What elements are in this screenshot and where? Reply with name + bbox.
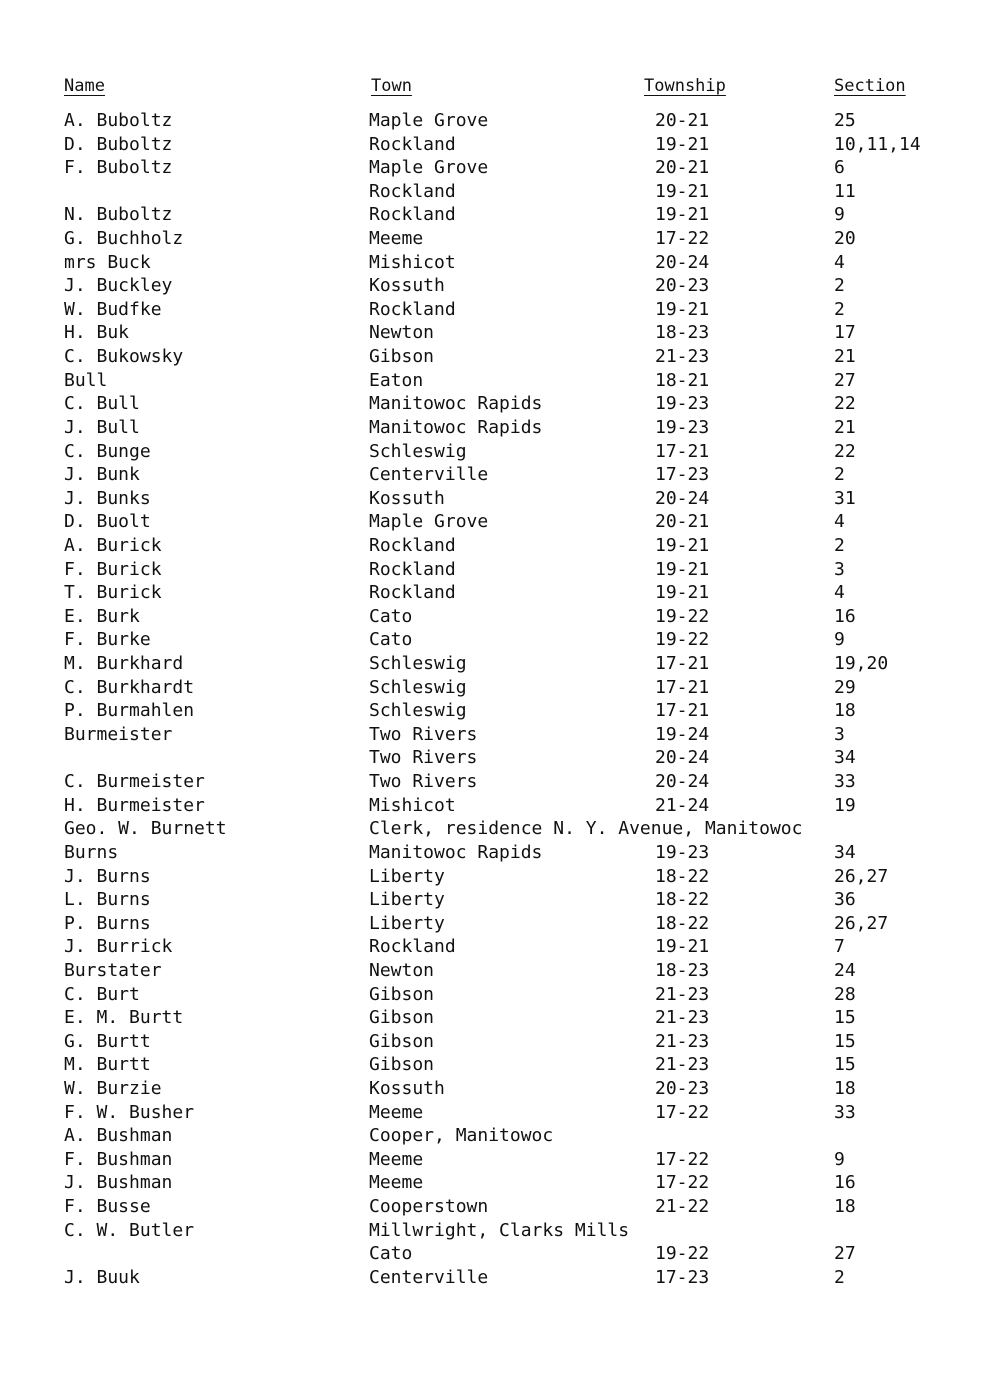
cell-section: 3 xyxy=(834,558,845,580)
table-row xyxy=(0,746,988,770)
cell-name: Burstater xyxy=(64,959,162,981)
cell-town: Kossuth xyxy=(369,487,445,509)
table-row xyxy=(0,1030,988,1054)
cell-section: 28 xyxy=(834,983,856,1005)
cell-town: Manitowoc Rapids xyxy=(369,393,543,415)
table-row xyxy=(0,392,988,416)
cell-township: 17-21 xyxy=(655,440,710,462)
cell-section: 34 xyxy=(834,841,856,863)
cell-township: 19-21 xyxy=(655,133,710,155)
cell-section: 19 xyxy=(834,794,856,816)
table-body xyxy=(0,109,988,1289)
cell-township: 20-21 xyxy=(655,511,710,533)
cell-name: Geo. W. Burnett xyxy=(64,818,227,840)
cell-township: 21-24 xyxy=(655,794,710,816)
header-town: Town xyxy=(371,76,412,96)
cell-section: 26,27 xyxy=(834,865,889,887)
cell-township: 21-22 xyxy=(655,1196,710,1218)
table-row xyxy=(0,935,988,959)
cell-township: 19-22 xyxy=(655,605,710,627)
cell-town: Gibson xyxy=(369,1054,435,1076)
table-row xyxy=(0,274,988,298)
cell-township: 19-21 xyxy=(655,180,710,202)
cell-town: Centerville xyxy=(369,464,489,486)
cell-name: C. Burt xyxy=(64,983,140,1005)
cell-town: Cooper, Manitowoc xyxy=(369,1125,554,1147)
cell-township: 19-22 xyxy=(655,1243,710,1265)
cell-township: 17-23 xyxy=(655,1266,710,1288)
cell-town: Eaton xyxy=(369,369,424,391)
cell-town: Maple Grove xyxy=(369,157,489,179)
cell-section: 29 xyxy=(834,676,856,698)
table-row xyxy=(0,605,988,629)
cell-name: C. Burmeister xyxy=(64,771,205,793)
cell-township: 21-23 xyxy=(655,346,710,368)
cell-section: 4 xyxy=(834,251,845,273)
table-row xyxy=(0,817,988,841)
cell-name: N. Buboltz xyxy=(64,204,173,226)
cell-name: H. Burmeister xyxy=(64,794,205,816)
cell-section: 20 xyxy=(834,228,856,250)
cell-name: F. Buboltz xyxy=(64,157,173,179)
cell-name: J. Buuk xyxy=(64,1266,140,1288)
cell-town: Rockland xyxy=(369,582,456,604)
cell-town: Two Rivers xyxy=(369,723,478,745)
cell-town: Rockland xyxy=(369,133,456,155)
table-row xyxy=(0,699,988,723)
cell-section: 16 xyxy=(834,1172,856,1194)
cell-town: Liberty xyxy=(369,912,445,934)
cell-section: 2 xyxy=(834,298,845,320)
cell-town: Cato xyxy=(369,1243,413,1265)
cell-name: M. Burkhard xyxy=(64,653,184,675)
cell-town: Newton xyxy=(369,959,435,981)
cell-name: F. Bushman xyxy=(64,1148,173,1170)
cell-township: 18-22 xyxy=(655,865,710,887)
cell-town: Two Rivers xyxy=(369,747,478,769)
header-township: Township xyxy=(644,76,726,96)
cell-town: Liberty xyxy=(369,865,445,887)
table-row xyxy=(0,628,988,652)
cell-section: 11 xyxy=(834,180,856,202)
cell-township: 19-21 xyxy=(655,582,710,604)
cell-town: Schleswig xyxy=(369,700,467,722)
cell-name: C. Bukowsky xyxy=(64,346,184,368)
cell-section: 2 xyxy=(834,464,845,486)
table-row xyxy=(0,1219,988,1243)
table-row xyxy=(0,676,988,700)
cell-town: Mishicot xyxy=(369,251,456,273)
table-row xyxy=(0,888,988,912)
cell-name: P. Burns xyxy=(64,912,151,934)
cell-township: 21-23 xyxy=(655,983,710,1005)
cell-section: 34 xyxy=(834,747,856,769)
cell-name: P. Burmahlen xyxy=(64,700,195,722)
cell-name: G. Burtt xyxy=(64,1030,151,1052)
cell-township: 20-24 xyxy=(655,251,710,273)
table-row xyxy=(0,487,988,511)
cell-township: 21-23 xyxy=(655,1030,710,1052)
cell-town: Kossuth xyxy=(369,275,445,297)
table-row xyxy=(0,369,988,393)
table-row xyxy=(0,652,988,676)
cell-township: 19-24 xyxy=(655,723,710,745)
cell-name: J. Bunks xyxy=(64,487,151,509)
cell-township: 18-21 xyxy=(655,369,710,391)
cell-town: Manitowoc Rapids xyxy=(369,416,543,438)
cell-township: 20-23 xyxy=(655,275,710,297)
cell-township: 20-21 xyxy=(655,157,710,179)
cell-name: J. Burrick xyxy=(64,936,173,958)
cell-name: F. W. Busher xyxy=(64,1101,195,1123)
cell-name: J. Bunk xyxy=(64,464,140,486)
cell-name: H. Buk xyxy=(64,322,130,344)
header-section: Section xyxy=(834,76,906,96)
cell-name: W. Burzie xyxy=(64,1077,162,1099)
cell-section: 19,20 xyxy=(834,653,889,675)
cell-name: M. Burtt xyxy=(64,1054,151,1076)
cell-town: Cato xyxy=(369,605,413,627)
cell-town: Mishicot xyxy=(369,794,456,816)
cell-township: 19-21 xyxy=(655,534,710,556)
cell-township: 17-21 xyxy=(655,676,710,698)
cell-name: E. Burk xyxy=(64,605,140,627)
cell-section: 15 xyxy=(834,1054,856,1076)
table-row xyxy=(0,440,988,464)
cell-name: C. Burkhardt xyxy=(64,676,195,698)
cell-township: 17-22 xyxy=(655,228,710,250)
cell-name: A. Buboltz xyxy=(64,110,173,131)
cell-town: Gibson xyxy=(369,983,435,1005)
cell-township: 19-23 xyxy=(655,416,710,438)
table-row xyxy=(0,865,988,889)
cell-township: 17-21 xyxy=(655,700,710,722)
cell-section: 21 xyxy=(834,346,856,368)
table-row xyxy=(0,109,988,133)
cell-town: Liberty xyxy=(369,889,445,911)
cell-town: Rockland xyxy=(369,204,456,226)
cell-section: 2 xyxy=(834,534,845,556)
cell-town: Rockland xyxy=(369,534,456,556)
table-row xyxy=(0,723,988,747)
cell-town: Gibson xyxy=(369,1007,435,1029)
cell-name: T. Burick xyxy=(64,582,162,604)
cell-section: 6 xyxy=(834,157,845,179)
cell-township: 18-23 xyxy=(655,322,710,344)
cell-town: Meeme xyxy=(369,1101,424,1123)
table-row xyxy=(0,203,988,227)
cell-town: Manitowoc Rapids xyxy=(369,841,543,863)
cell-township: 19-23 xyxy=(655,841,710,863)
cell-township: 19-23 xyxy=(655,393,710,415)
cell-name: Bull xyxy=(64,369,108,391)
cell-township: 20-23 xyxy=(655,1077,710,1099)
cell-township: 18-22 xyxy=(655,889,710,911)
cell-town: Two Rivers xyxy=(369,771,478,793)
cell-township: 17-22 xyxy=(655,1172,710,1194)
cell-town: Newton xyxy=(369,322,435,344)
table-row xyxy=(0,558,988,582)
cell-township: 18-23 xyxy=(655,959,710,981)
cell-town: Maple Grove xyxy=(369,511,489,533)
cell-name: L. Burns xyxy=(64,889,151,911)
cell-section: 18 xyxy=(834,700,856,722)
table-header xyxy=(0,76,988,100)
cell-name: J. Bushman xyxy=(64,1172,173,1194)
cell-name: A. Burick xyxy=(64,534,162,556)
table-row xyxy=(0,1266,988,1290)
cell-township: 17-21 xyxy=(655,653,710,675)
table-row xyxy=(0,227,988,251)
cell-name: C. Bull xyxy=(64,393,140,415)
cell-town: Gibson xyxy=(369,346,435,368)
cell-township: 19-21 xyxy=(655,204,710,226)
cell-town: Kossuth xyxy=(369,1077,445,1099)
cell-section: 9 xyxy=(834,204,845,226)
cell-section: 24 xyxy=(834,959,856,981)
table-row xyxy=(0,534,988,558)
cell-township: 19-22 xyxy=(655,629,710,651)
cell-name: W. Budfke xyxy=(64,298,162,320)
cell-section: 2 xyxy=(834,275,845,297)
cell-section: 18 xyxy=(834,1077,856,1099)
cell-town: Maple Grove xyxy=(369,110,489,131)
cell-name: Burns xyxy=(64,841,119,863)
cell-township: 19-21 xyxy=(655,298,710,320)
cell-township: 20-21 xyxy=(655,110,710,131)
cell-name: A. Bushman xyxy=(64,1125,173,1147)
cell-name: C. W. Butler xyxy=(64,1219,195,1241)
cell-section: 27 xyxy=(834,1243,856,1265)
cell-section: 33 xyxy=(834,771,856,793)
table-row xyxy=(0,983,988,1007)
cell-township: 21-23 xyxy=(655,1054,710,1076)
cell-town: Rockland xyxy=(369,936,456,958)
table-row xyxy=(0,510,988,534)
cell-section: 15 xyxy=(834,1030,856,1052)
cell-name: J. Burns xyxy=(64,865,151,887)
cell-section: 4 xyxy=(834,511,845,533)
cell-town: Clerk, residence N. Y. Avenue, Manitowoc xyxy=(369,818,803,840)
table-row xyxy=(0,156,988,180)
table-row xyxy=(0,841,988,865)
table-row xyxy=(0,321,988,345)
cell-township: 20-24 xyxy=(655,487,710,509)
cell-name: G. Buchholz xyxy=(64,228,184,250)
cell-section: 4 xyxy=(834,582,845,604)
cell-name: D. Buolt xyxy=(64,511,151,533)
table-row xyxy=(0,959,988,983)
cell-township: 17-23 xyxy=(655,464,710,486)
cell-name: Burmeister xyxy=(64,723,173,745)
cell-township: 19-21 xyxy=(655,558,710,580)
cell-section: 9 xyxy=(834,629,845,651)
cell-section: 27 xyxy=(834,369,856,391)
cell-town: Meeme xyxy=(369,228,424,250)
table-row xyxy=(0,794,988,818)
table-row xyxy=(0,416,988,440)
cell-name: F. Busse xyxy=(64,1196,151,1218)
table-row xyxy=(0,180,988,204)
cell-section: 16 xyxy=(834,605,856,627)
cell-section: 18 xyxy=(834,1196,856,1218)
cell-town: Schleswig xyxy=(369,440,467,462)
cell-town: Centerville xyxy=(369,1266,489,1288)
header-name: Name xyxy=(64,76,105,96)
table-row xyxy=(0,1053,988,1077)
cell-name: E. M. Burtt xyxy=(64,1007,184,1029)
table-row xyxy=(0,1171,988,1195)
table-row xyxy=(0,1077,988,1101)
cell-section: 25 xyxy=(834,110,856,131)
cell-section: 26,27 xyxy=(834,912,889,934)
cell-town: Schleswig xyxy=(369,653,467,675)
cell-section: 33 xyxy=(834,1101,856,1123)
table-row xyxy=(0,912,988,936)
table-row xyxy=(0,133,988,157)
cell-town: Rockland xyxy=(369,558,456,580)
cell-section: 2 xyxy=(834,1266,845,1288)
cell-name: F. Burick xyxy=(64,558,162,580)
cell-town: Meeme xyxy=(369,1148,424,1170)
table-row xyxy=(0,251,988,275)
cell-town: Rockland xyxy=(369,298,456,320)
cell-township: 20-24 xyxy=(655,747,710,769)
cell-township: 19-21 xyxy=(655,936,710,958)
cell-township: 17-22 xyxy=(655,1148,710,1170)
cell-name: mrs Buck xyxy=(64,251,151,273)
cell-name: C. Bunge xyxy=(64,440,151,462)
cell-section: 9 xyxy=(834,1148,845,1170)
cell-name: F. Burke xyxy=(64,629,151,651)
cell-section: 3 xyxy=(834,723,845,745)
cell-town: Cooperstown xyxy=(369,1196,489,1218)
table-row xyxy=(0,770,988,794)
table-row xyxy=(0,1242,988,1266)
cell-name: D. Buboltz xyxy=(64,133,173,155)
cell-section: 10,11,14 xyxy=(834,133,921,155)
table-row xyxy=(0,1101,988,1125)
cell-town: Meeme xyxy=(369,1172,424,1194)
cell-section: 15 xyxy=(834,1007,856,1029)
cell-town: Cato xyxy=(369,629,413,651)
table-row xyxy=(0,298,988,322)
cell-section: 36 xyxy=(834,889,856,911)
cell-town: Gibson xyxy=(369,1030,435,1052)
table-row xyxy=(0,1195,988,1219)
cell-township: 21-23 xyxy=(655,1007,710,1029)
cell-section: 7 xyxy=(834,936,845,958)
cell-township: 17-22 xyxy=(655,1101,710,1123)
cell-section: 21 xyxy=(834,416,856,438)
cell-town: Millwright, Clarks Mills xyxy=(369,1219,630,1241)
cell-name: J. Bull xyxy=(64,416,140,438)
table-row xyxy=(0,581,988,605)
cell-section: 31 xyxy=(834,487,856,509)
cell-town: Rockland xyxy=(369,180,456,202)
table-row xyxy=(0,463,988,487)
cell-township: 18-22 xyxy=(655,912,710,934)
cell-township: 20-24 xyxy=(655,771,710,793)
cell-town: Schleswig xyxy=(369,676,467,698)
cell-section: 17 xyxy=(834,322,856,344)
cell-section: 22 xyxy=(834,440,856,462)
table-row xyxy=(0,1148,988,1172)
table-row xyxy=(0,1124,988,1148)
cell-section: 22 xyxy=(834,393,856,415)
table-row xyxy=(0,1006,988,1030)
cell-name: J. Buckley xyxy=(64,275,173,297)
table-row xyxy=(0,345,988,369)
